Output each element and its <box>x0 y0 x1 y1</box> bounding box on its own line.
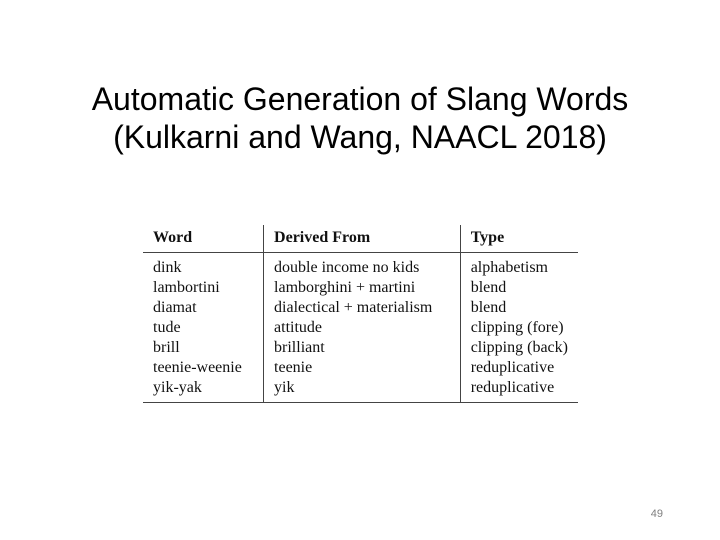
cell-word: yik-yak <box>143 378 264 403</box>
table-row <box>143 278 578 298</box>
cell-word: teenie-weenie <box>153 359 242 376</box>
header-word: Word <box>143 225 264 253</box>
cell-word: diamat <box>153 299 197 316</box>
slang-table-figure <box>143 225 578 403</box>
cell-derived-from: yik <box>264 378 461 403</box>
table-row <box>143 318 578 338</box>
cell-derived-from: lamborghini + martini <box>264 278 461 298</box>
header-derived-from: Derived From <box>264 225 461 253</box>
page-number: 49 <box>650 508 663 520</box>
table-header-row <box>143 225 578 253</box>
cell-derived-from: double income no kids <box>264 253 461 279</box>
slang-words-table <box>143 225 578 403</box>
cell-type: blend <box>460 298 578 318</box>
cell-type: alphabetism <box>460 253 578 279</box>
cell-derived-from: brilliant <box>264 338 461 358</box>
table-row <box>143 338 578 358</box>
slide-title-line-1: Automatic Generation of Slang Words <box>91 81 629 117</box>
slide-title-line-2: (Kulkarni and Wang, NAACL 2018) <box>113 119 607 155</box>
cell-derived-from: teenie <box>264 358 461 378</box>
table-row <box>143 358 578 378</box>
cell-derived-from: attitude <box>264 318 461 338</box>
cell-word: dink <box>153 259 182 276</box>
table-row <box>143 378 578 403</box>
cell-type: clipping (fore) <box>460 318 578 338</box>
cell-word: brill <box>153 339 180 356</box>
cell-derived-from: dialectical + materialism <box>264 298 461 318</box>
table-row <box>143 253 578 279</box>
table-row <box>143 298 578 318</box>
slide-title <box>0 80 720 156</box>
cell-word: tude <box>153 319 181 336</box>
cell-type: blend <box>460 278 578 298</box>
cell-type: clipping (back) <box>460 338 578 358</box>
cell-type: reduplicative <box>460 358 578 378</box>
header-type: Type <box>460 225 578 253</box>
cell-word: lambortini <box>153 279 220 296</box>
cell-type: reduplicative <box>460 378 578 403</box>
